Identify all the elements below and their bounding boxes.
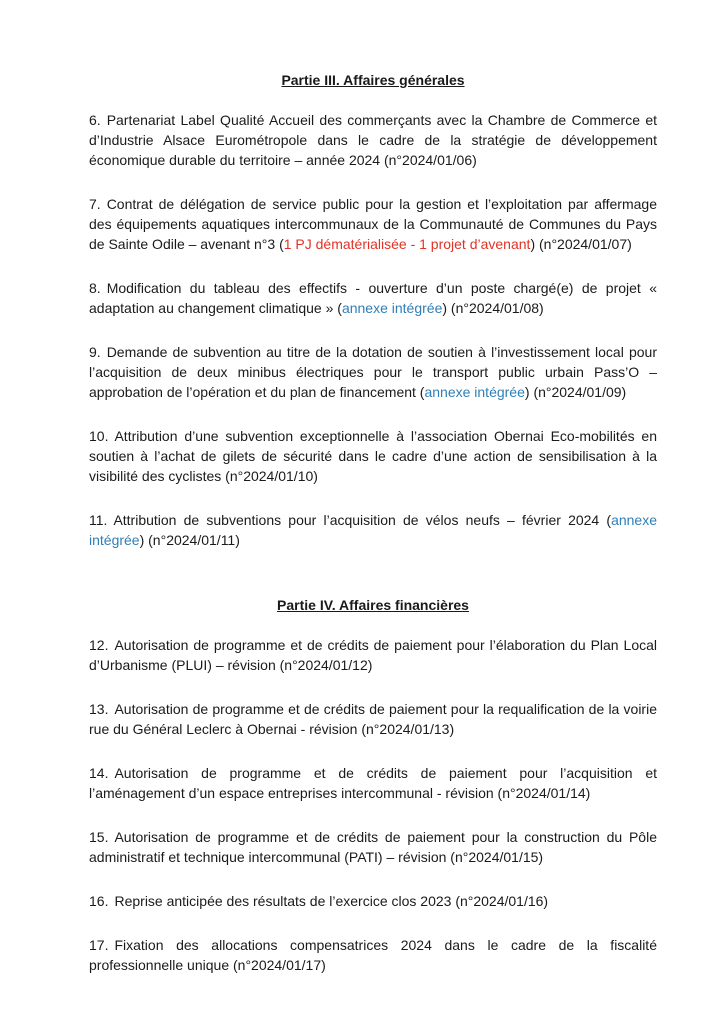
agenda-item: [89, 342, 657, 402]
agenda-item: [89, 278, 657, 318]
agenda-item-number: 6.: [89, 112, 101, 128]
agenda-item-number: 16.: [89, 893, 109, 909]
agenda-item-number: 13.: [89, 701, 109, 717]
agenda-item-text: Autorisation de programme et de crédits de paiement pour l’acquisition et l’aménagement d’un espace entreprises intercommunal - révision (n°2024/01/14): [89, 765, 657, 801]
section-affaires-generales-list: [89, 110, 657, 550]
agenda-item: [89, 827, 657, 867]
annex-note: annexe intégrée: [89, 512, 657, 548]
document-page: [89, 70, 657, 999]
agenda-item-text: Demande de subvention au titre de la dotation de soutien à l’investissement local pour l’acquisition de deux minibus électriques pour le transport public urbain Pass’O – approbation de l’opération et du plan de financement (: [89, 344, 657, 400]
agenda-item-text: Fixation des allocations compensatrices 2024 dans le cadre de la fiscalité professionnelle unique (n°2024/01/17): [89, 937, 657, 973]
section-heading-affaires-generales: Partie III. Affaires générales: [281, 72, 465, 88]
agenda-item: [89, 935, 657, 975]
agenda-item-number: 8.: [89, 280, 101, 296]
agenda-item-text: Contrat de délégation de service public pour la gestion et l’exploitation par affermage des équipements aquatiques intercommunaux de la Communauté de Communes du Pays de Sainte Odile – avenant n°3 (: [89, 196, 657, 252]
agenda-item-text: Attribution d’une subvention exceptionnelle à l’association Obernai Eco-mobilités en soutien à l’achat de gilets de sécurité dans le cadre d’une action de sensibilisation à la visibilité des cyclistes (n°2024/01/10): [89, 428, 657, 484]
agenda-item-number: 11.: [89, 512, 108, 528]
agenda-item-number: 9.: [89, 344, 101, 360]
agenda-item-reference: ) (n°2024/01/09): [524, 384, 627, 400]
agenda-item: [89, 763, 657, 803]
agenda-item: [89, 110, 657, 170]
section-affaires-financieres-list: [89, 635, 657, 975]
agenda-item: [89, 891, 657, 911]
agenda-item-number: 14.: [89, 765, 109, 781]
attachment-note: 1 PJ dématérialisée - 1 projet d’avenant: [283, 236, 531, 252]
agenda-item-text: Reprise anticipée des résultats de l’exercice clos 2023 (n°2024/01/16): [114, 893, 549, 909]
agenda-item: [89, 194, 657, 254]
agenda-item-reference: ) (n°2024/01/07): [530, 236, 632, 252]
agenda-item-text: Autorisation de programme et de crédits de paiement pour la requalification de la voirie rue du Général Leclerc à Obernai - révision (n°2024/01/13): [89, 701, 657, 737]
agenda-item: [89, 635, 657, 675]
section-heading-affaires-financieres: Partie IV. Affaires financières: [277, 597, 469, 613]
agenda-item-text: Modification du tableau des effectifs - ouverture d’un poste chargé(e) de projet « adaptation au changement climatique » (: [89, 280, 657, 316]
agenda-item-text: Attribution de subventions pour l’acquisition de vélos neufs – février 2024 (: [113, 512, 612, 528]
agenda-item: [89, 426, 657, 486]
annex-note: annexe intégrée: [341, 300, 443, 316]
agenda-item-text: Autorisation de programme et de crédits de paiement pour la construction du Pôle administratif et technique intercommunal (PATI) – révision (n°2024/01/15): [89, 829, 657, 865]
agenda-item-text: Autorisation de programme et de crédits de paiement pour l’élaboration du Plan Local d’Urbanisme (PLUI) – révision (n°2024/01/12): [89, 637, 657, 673]
agenda-item-number: 15.: [89, 829, 109, 845]
agenda-item-reference: ) (n°2024/01/11): [139, 532, 240, 548]
agenda-item-number: 7.: [89, 196, 101, 212]
agenda-item-number: 12.: [89, 637, 109, 653]
agenda-item-number: 10.: [89, 428, 109, 444]
agenda-item-text: Partenariat Label Qualité Accueil des commerçants avec la Chambre de Commerce et d’Industrie Alsace Eurométropole dans le cadre de la stratégie de développement économique durable du territoire – année 2024 (n°2024/01/06): [89, 112, 657, 168]
agenda-item-number: 17.: [89, 937, 109, 953]
agenda-item: [89, 510, 657, 550]
agenda-item-reference: ) (n°2024/01/08): [442, 300, 544, 316]
annex-note: annexe intégrée: [424, 384, 525, 400]
agenda-item: [89, 699, 657, 739]
